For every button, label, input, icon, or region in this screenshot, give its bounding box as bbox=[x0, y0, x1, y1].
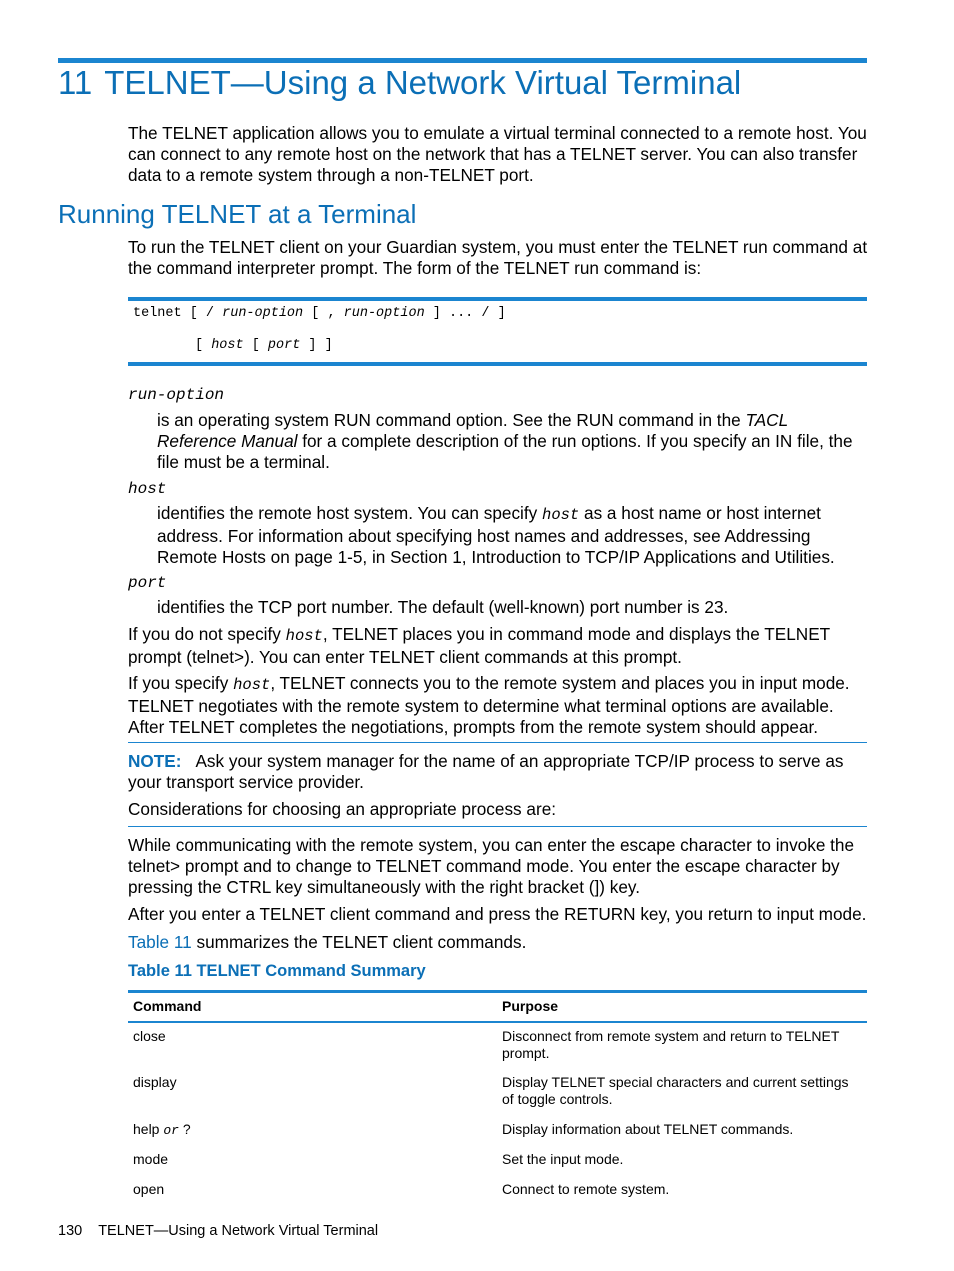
table-row-display-purpose: Display TELNET special characters and current settings of toggle controls. bbox=[502, 1074, 849, 1107]
chapter-number: 11 bbox=[58, 64, 93, 101]
def-run-option: is an operating system RUN command option. See the RUN command in the TACL Reference Manual for a complete description of the run options. If you specify an IN file, the file must be a terminal. bbox=[157, 410, 853, 472]
table-row-mode-command: mode bbox=[133, 1151, 169, 1167]
table-row-help-command: help or ? bbox=[133, 1121, 191, 1138]
table-header-rule bbox=[128, 1021, 867, 1023]
table-row-help-purpose: Display information about TELNET commands. bbox=[502, 1121, 794, 1137]
page-number: 130 bbox=[58, 1223, 83, 1239]
syntax-line-1: telnet [ / run-option [ , run-option ] ... / ] bbox=[133, 306, 506, 321]
section-title: Running TELNET at a Terminal bbox=[58, 199, 417, 229]
paragraph-with-host: If you specify host, TELNET connects you to the remote system and places you in input mode. TELNET negotiates with the remote system to determine what terminal options are available. After TELNET completes the negotiations, prompts from the remote system should appear. bbox=[128, 673, 850, 737]
table-11-link[interactable]: Table 11 bbox=[128, 932, 192, 952]
def-port: identifies the TCP port number. The default (well-known) port number is 23. bbox=[157, 597, 729, 617]
paragraph-no-host: If you do not specify host, TELNET places you in command mode and displays the TELNET prompt (telnet>). You can enter TELNET client commands at this prompt. bbox=[128, 624, 830, 667]
syntax-bottom-rule bbox=[128, 362, 867, 366]
term-run-option: run-option bbox=[128, 386, 225, 404]
page-footer bbox=[58, 1223, 378, 1239]
table-row-open-command: open bbox=[133, 1181, 165, 1197]
note-label: NOTE: bbox=[128, 751, 182, 771]
footer-title: TELNET—Using a Network Virtual Terminal bbox=[98, 1223, 379, 1239]
chapter-title bbox=[58, 64, 741, 102]
term-host: host bbox=[128, 480, 167, 498]
table-row-close-command: close bbox=[133, 1028, 166, 1044]
syntax-line-2: [ host [ port ] ] bbox=[195, 338, 333, 353]
note-bottom-rule bbox=[128, 826, 867, 827]
paragraph-escape: While communicating with the remote system, you can enter the escape character to invoke the telnet> prompt and to change to TELNET command mode. You enter the escape character by pressing the CTRL key simultaneously with the right bracket (]) key. bbox=[128, 835, 855, 897]
note-considerations: Considerations for choosing an appropriate process are: bbox=[128, 799, 557, 819]
def-host: identifies the remote host system. You can specify host as a host name or host internet address. For information about specifying host names and addresses, see Addressing Remote Hosts on page 1-5, in Section 1, Introduction to TCP/IP Applications and Utilities. bbox=[157, 503, 835, 567]
table-top-rule bbox=[128, 990, 867, 993]
table-header-purpose: Purpose bbox=[502, 998, 559, 1014]
table-caption: Table 11 TELNET Command Summary bbox=[128, 962, 426, 980]
table-row-mode-purpose: Set the input mode. bbox=[502, 1151, 624, 1167]
table-row-close-purpose: Disconnect from remote system and return to TELNET prompt. bbox=[502, 1028, 840, 1061]
note: NOTE: Ask your system manager for the name of an appropriate TCP/IP process to serve as your transport service provider. bbox=[128, 751, 844, 792]
intro-paragraph: The TELNET application allows you to emulate a virtual terminal connected to a remote host. You can connect to any remote host on the network that has a TELNET server. You can also transfer data to a remote system through a non-TELNET port. bbox=[128, 123, 867, 185]
syntax-top-rule bbox=[128, 297, 867, 301]
term-port: port bbox=[128, 574, 167, 592]
paragraph-return: After you enter a TELNET client command and press the RETURN key, you return to input mode. bbox=[128, 904, 867, 924]
table-row-open-purpose: Connect to remote system. bbox=[502, 1181, 670, 1197]
note-top-rule bbox=[128, 742, 867, 743]
chapter-title-text: TELNET—Using a Network Virtual Terminal bbox=[104, 64, 742, 101]
table-header-command: Command bbox=[133, 998, 202, 1014]
chapter-top-rule bbox=[58, 58, 867, 63]
paragraph-table-ref: Table 11 summarizes the TELNET client commands. bbox=[128, 932, 527, 952]
section-intro: To run the TELNET client on your Guardian system, you must enter the TELNET run command at the command interpreter prompt. The form of the TELNET run command is: bbox=[128, 237, 868, 278]
table-row-display-command: display bbox=[133, 1074, 177, 1090]
